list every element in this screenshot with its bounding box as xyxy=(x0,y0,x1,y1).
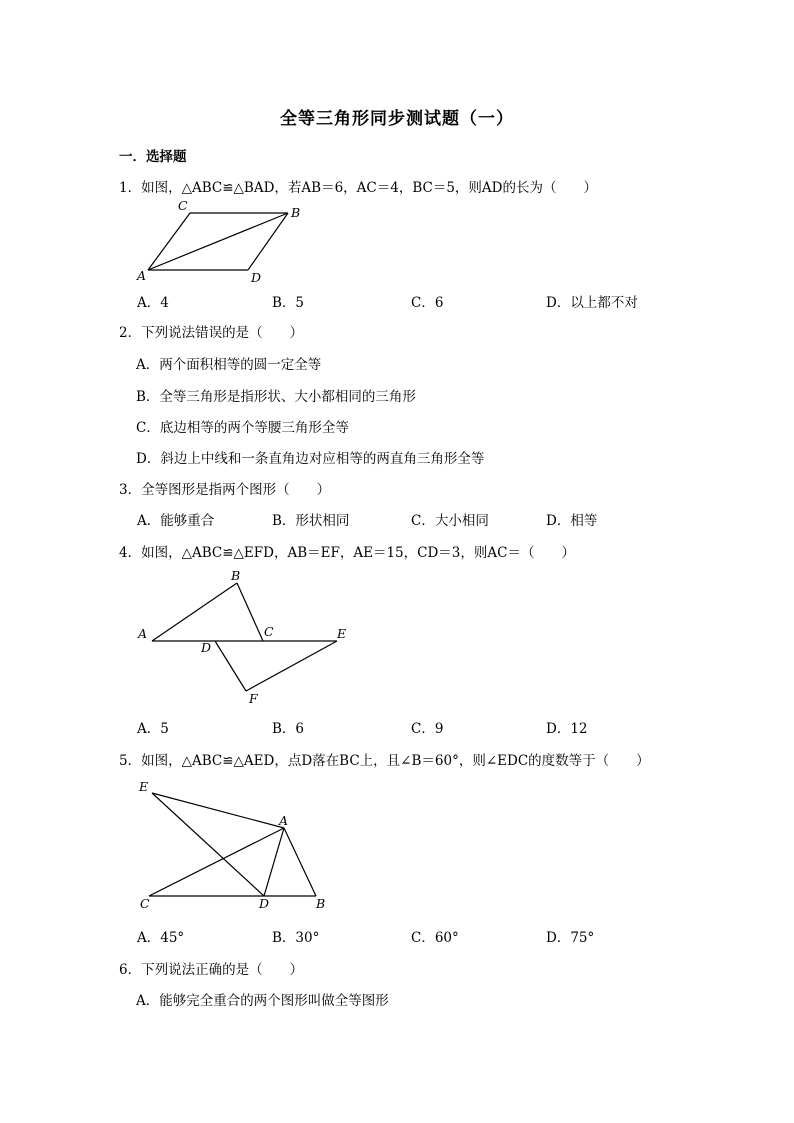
q5-option-a: A．45° xyxy=(137,930,185,946)
q4-option-a: A．5 xyxy=(137,721,169,737)
point-label-B: B xyxy=(316,896,326,911)
segment-CA xyxy=(149,828,284,896)
point-label-A: A xyxy=(137,268,147,283)
point-label-B: B xyxy=(291,205,301,220)
point-label-D: D xyxy=(251,270,262,285)
q3-option-c: C．大小相同 xyxy=(411,513,489,529)
question-3-stem: 3．全等图形是指两个图形（ ） xyxy=(119,482,331,498)
question-1-stem: 1．如图，△ABC≌△BAD，若AB＝6，AC＝4，BC＝5，则AD的长为（ ） xyxy=(119,180,597,196)
page-title: 全等三角形同步测试题（一） xyxy=(280,109,514,129)
q1-option-a: A．4 xyxy=(137,295,169,311)
q3-option-b: B．形状相同 xyxy=(272,513,350,529)
q5-option-b: B．30° xyxy=(272,930,320,946)
point-label-C: C xyxy=(264,624,274,639)
question-6-stem: 6．下列说法正确的是（ ） xyxy=(119,962,304,978)
q5-option-c: C．60° xyxy=(411,930,459,946)
q2-option-d: D．斜边上中线和一条直角边对应相等的两直角三角形全等 xyxy=(136,451,485,467)
question-5-stem: 5．如图，△ABC≌△AED，点D落在BC上，且∠B＝60°，则∠EDC的度数等于（ ） xyxy=(119,753,650,769)
point-label-E: E xyxy=(337,626,347,641)
q3-option-a: A．能够重合 xyxy=(137,513,215,529)
q1-option-b: B．5 xyxy=(272,295,305,311)
point-label-D: D xyxy=(259,896,270,911)
q6-option-a: A．能够完全重合的两个图形叫做全等图形 xyxy=(136,993,389,1009)
point-label-A: A xyxy=(138,626,148,641)
point-label-B: B xyxy=(231,568,241,583)
point-label-F: F xyxy=(249,691,258,706)
q4-option-b: B．6 xyxy=(272,721,305,737)
point-label-A: A xyxy=(279,813,289,828)
section-heading: 一．选择题 xyxy=(119,149,187,165)
q1-option-d: D．以上都不对 xyxy=(546,295,638,311)
segment-AB xyxy=(284,828,316,896)
question-2-stem: 2．下列说法错误的是（ ） xyxy=(119,325,304,341)
q3-option-d: D．相等 xyxy=(546,513,598,529)
q2-option-b: B．全等三角形是指形状、大小都相同的三角形 xyxy=(136,389,416,405)
point-label-C: C xyxy=(140,896,150,911)
q5-option-d: D．75° xyxy=(546,930,595,946)
q2-option-c: C．底边相等的两个等腰三角形全等 xyxy=(136,420,349,436)
q4-option-c: C．9 xyxy=(411,721,444,737)
q1-option-c: C．6 xyxy=(411,295,444,311)
point-label-C: C xyxy=(178,198,188,213)
point-label-D: D xyxy=(201,640,212,655)
point-label-E: E xyxy=(139,779,149,794)
q2-option-a: A．两个面积相等的圆一定全等 xyxy=(136,357,322,373)
question-4-stem: 4．如图，△ABC≌△EFD，AB＝EF，AE＝15，CD＝3，则AC＝（ ） xyxy=(119,545,575,561)
segment-AD xyxy=(264,828,284,896)
q4-option-d: D．12 xyxy=(546,721,588,737)
